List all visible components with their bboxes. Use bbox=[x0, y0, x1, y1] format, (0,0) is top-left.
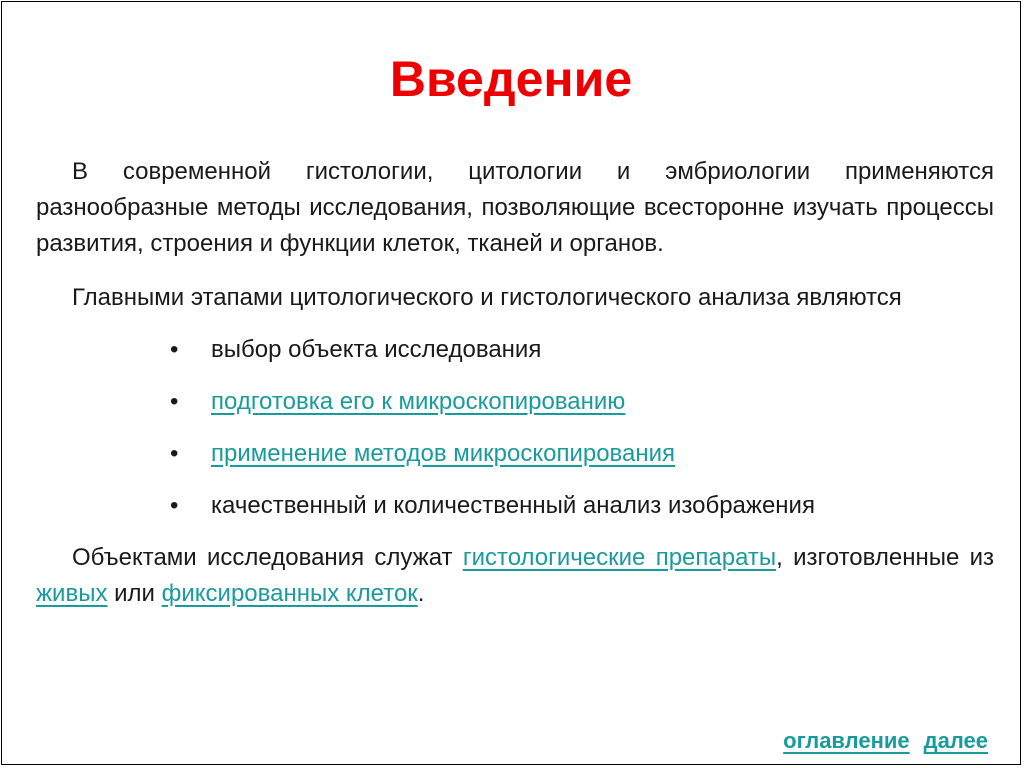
link-living-cells[interactable]: живых bbox=[36, 580, 108, 607]
link-fixed-cells[interactable]: фиксированных клеток bbox=[161, 580, 418, 607]
objects-text-part2: , изготовленные из bbox=[776, 544, 995, 571]
stages-list bbox=[2, 332, 1020, 540]
list-item bbox=[2, 384, 1020, 436]
objects-paragraph bbox=[36, 540, 994, 612]
stages-lead-paragraph: Главными этапами цитологического и гистологического анализа являются bbox=[72, 284, 902, 311]
list-item bbox=[2, 488, 1020, 540]
slide bbox=[1, 1, 1021, 765]
bullet-icon: • bbox=[170, 336, 179, 363]
objects-text-part1: Объектами исследования служат bbox=[72, 544, 463, 571]
slide-navigation bbox=[783, 728, 988, 754]
link-microscopy-methods[interactable]: применение методов микроскопирования bbox=[211, 440, 676, 467]
objects-text-part4: . bbox=[417, 580, 425, 607]
nav-next-link[interactable]: далее bbox=[923, 728, 988, 753]
bullet-icon: • bbox=[170, 388, 179, 415]
list-item bbox=[2, 332, 1020, 384]
objects-text-part3: или bbox=[107, 580, 162, 607]
bullet-text-object-selection: выбор объекта исследования bbox=[211, 336, 542, 363]
list-item bbox=[2, 436, 1020, 488]
link-preparation-for-microscopy[interactable]: подготовка его к микроскопированию bbox=[211, 388, 626, 415]
bullet-text-image-analysis: качественный и количественный анализ изображения bbox=[211, 492, 815, 519]
nav-contents-link[interactable]: оглавление bbox=[783, 728, 910, 753]
slide-title: Введение bbox=[389, 51, 633, 107]
link-histological-preparations[interactable]: гистологические препараты bbox=[462, 544, 777, 571]
bullet-icon: • bbox=[170, 440, 179, 467]
bullet-icon: • bbox=[170, 492, 179, 519]
intro-paragraph: В современной гистологии, цитологии и эмбриологии применяются разнообразные методы исследования, позволяющие всесторонне изучать процессы развития, строения и функции клеток, тканей и органов. bbox=[36, 158, 994, 257]
